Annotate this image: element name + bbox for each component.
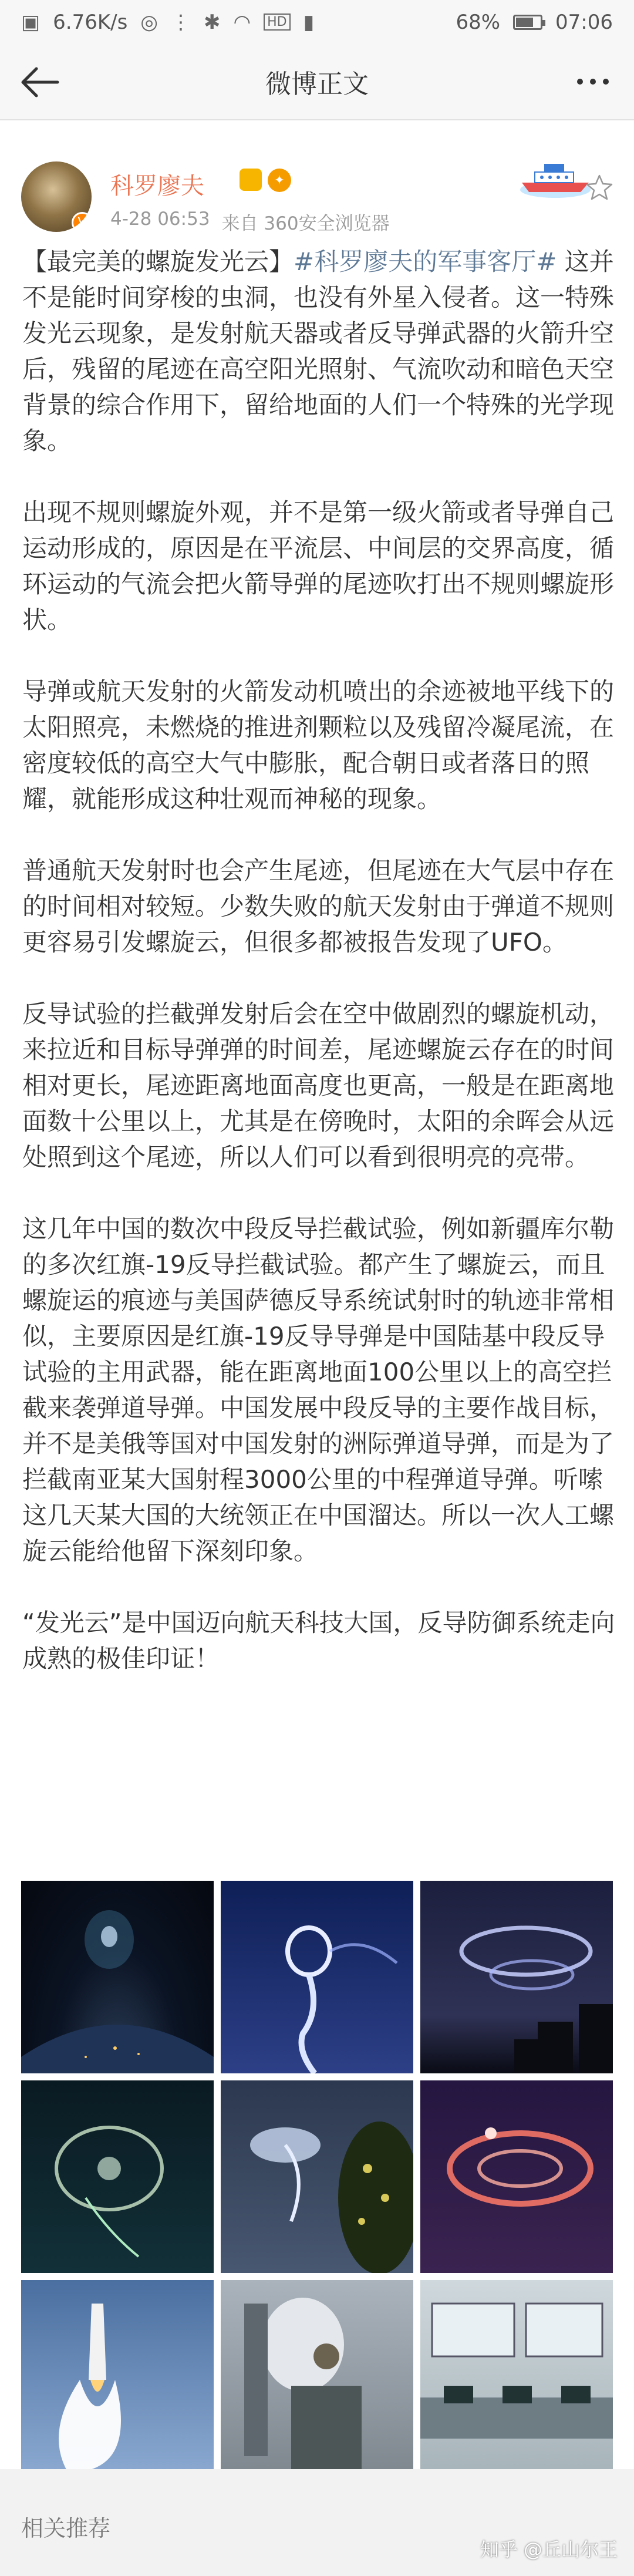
photo-glowing-jellyfish[interactable] — [21, 2080, 214, 2273]
photo-content — [21, 2080, 214, 2273]
dot-icon — [577, 79, 583, 85]
photo-content — [420, 1881, 613, 2073]
avatar[interactable] — [21, 161, 92, 232]
author-name[interactable]: 科罗廖夫 — [110, 173, 204, 200]
photo-content — [420, 2080, 613, 2273]
post-paragraph: 导弹或航天发射的火箭发动机喷出的余迹被地平线下的太阳照亮，未燃烧的推进剂颗粒以及残留冷凝尾流，在密度较低的高空大气中膨胀，配合朝日或者落日的照耀，就能形成这种壮观而神秘的现象。 — [22, 677, 615, 813]
post-paragraph: 普通航天发射时也会产生尾迹，但尾迹在大气层中存在的时间相对较短。少数失败的航天发射由于弹道不规则更容易引发螺旋云，但很多都被报告发现了UFO。 — [22, 856, 615, 957]
ship-decoration-icon — [517, 150, 593, 203]
post-paragraph: 出现不规则螺旋外观，并不是第一级火箭或者导弹自己运动形成的，原因是在平流层、中间层的交界高度，循环运动的气流会把火箭导弹的尾迹吹打出不规则螺旋形状。 — [22, 498, 615, 634]
post-meta — [110, 208, 390, 235]
photo-grid — [21, 1881, 613, 2474]
more-options-button[interactable] — [569, 64, 616, 99]
wifi-icon: ◠ — [233, 10, 251, 34]
photo-content — [21, 1881, 214, 2073]
photo-earth-night-spiral[interactable] — [21, 1881, 214, 2073]
clock: 07:06 — [555, 10, 613, 34]
photo-missile-launch[interactable] — [21, 2280, 214, 2473]
page-title: 微博正文 — [265, 69, 369, 99]
signal-icon: ▮ — [303, 10, 315, 34]
post-title: 【最完美的螺旋发光云】 — [22, 247, 294, 276]
hd-icon: HD — [264, 14, 290, 31]
dot-icon — [603, 79, 609, 85]
network-speed: 6.76K/s — [53, 10, 128, 34]
post-text: 这并不是能时间穿梭的虫洞，也没有外星入侵者。这一特殊发光云现象，是发射航天器或者反导弹武器的火箭升空后，残留的尾迹在高空阳光照射、气流吹动和暗色天空背景的综合作用下，留给地面的人们一个特殊的光学现象。 — [22, 247, 615, 455]
watermark: 知乎 @丘山尔王 — [480, 2538, 618, 2561]
status-bar — [0, 0, 634, 44]
post-paragraph — [22, 244, 615, 459]
vip-icon — [240, 169, 262, 191]
bluetooth-icon: ✱ — [203, 10, 221, 34]
post-body — [22, 244, 615, 1712]
verified-badge-icon: V — [72, 212, 92, 232]
post-paragraph: 这几年中国的数次中段反导拦截试验，例如新疆库尔勒的多次红旗-19反导拦截试验。都产生了螺旋云，而且螺旋运的痕迹与美国萨德反导系统试射时的轨迹非常相似，主要原因是红旗-19反导导弹是中国陆基中段反导试验的主用武器，能在距离地面100公里以上的高空拦截来袭弹道导弹。中国发展中段反导的主要作战目标，并不是美俄等国对中国发射的洲际弹道导弹，而是为了拦截南亚某大国射程3000公里的中程弹道导弹。听嗦这几天某大国的大统领正在中国溜达。所以一次人工螺旋云能给他留下深刻印象。 — [22, 1214, 615, 1565]
photo-red-spiral[interactable] — [420, 2080, 613, 2273]
photo-content — [221, 1881, 413, 2073]
battery-icon — [513, 15, 542, 30]
back-button[interactable] — [16, 62, 63, 103]
post-card — [0, 120, 634, 2469]
photo-content — [21, 2280, 214, 2473]
topic-link[interactable]: #科罗廖夫的军事客厅# — [294, 247, 557, 276]
related-label: 相关推荐 — [21, 2516, 111, 2541]
favorite-star-icon[interactable] — [585, 173, 614, 203]
post-paragraph: “发光云”是中国迈向航天科技大国，反导防御系统走向成熟的极佳印证！ — [22, 1608, 615, 1673]
nav-bar — [0, 44, 634, 120]
vibrate-icon: ⋮ — [170, 10, 191, 34]
photo-spiral-city[interactable] — [420, 1881, 613, 2073]
location-icon: ◎ — [140, 10, 158, 34]
battery-percent: 68% — [456, 10, 501, 34]
photo-soldier-launcher[interactable] — [221, 2280, 413, 2473]
battery-level — [516, 18, 533, 27]
photo-content — [221, 2280, 413, 2473]
dot-icon — [590, 79, 596, 85]
post-date: 4-28 06:53 — [110, 208, 210, 230]
author-header — [21, 161, 614, 238]
photo-cloud-tree[interactable] — [221, 2080, 413, 2273]
photo-content — [420, 2280, 613, 2473]
photo-control-room[interactable] — [420, 2280, 613, 2473]
photo-spiral-loop[interactable] — [221, 1881, 413, 2073]
back-arrow-icon — [16, 62, 63, 103]
post-source: 来自 360安全浏览器 — [221, 213, 390, 234]
post-paragraph: 反导试验的拦截弹发射后会在空中做剧烈的螺旋机动，来拉近和目标导弹弹的时间差，尾迹螺旋云存在的时间相对更长，尾迹距离地面高度也更高，一般是在距离地面数十公里以上，尤其是在傍晚时，太阳的余晖会从远处照到这个尾迹，所以人们可以看到很明亮的亮带。 — [22, 999, 615, 1171]
related-section — [0, 2469, 634, 2576]
photo-content — [221, 2080, 413, 2273]
notification-icon: ▣ — [21, 10, 41, 34]
gold-icon: ✦ — [268, 169, 291, 192]
